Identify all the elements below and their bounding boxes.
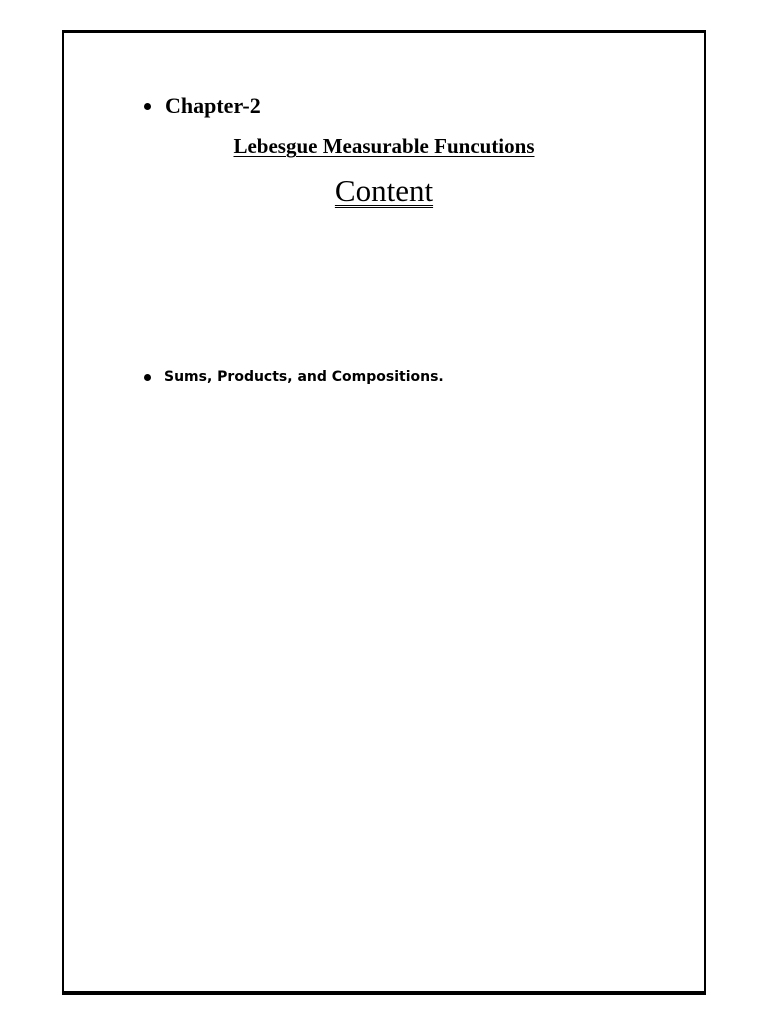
chapter-heading [144, 93, 261, 119]
list-item [144, 369, 444, 385]
list-item-label: Sums, Products, and Compositions. [164, 369, 444, 385]
document-page [62, 30, 706, 995]
bullet-icon [144, 374, 151, 381]
content-heading-text: Content [334, 173, 434, 208]
bullet-icon [144, 103, 151, 110]
chapter-label: Chapter-2 [165, 93, 261, 118]
chapter-subtitle [64, 134, 704, 159]
content-heading [64, 173, 704, 209]
subtitle-text: Lebesgue Measurable Funcutions [233, 134, 535, 158]
